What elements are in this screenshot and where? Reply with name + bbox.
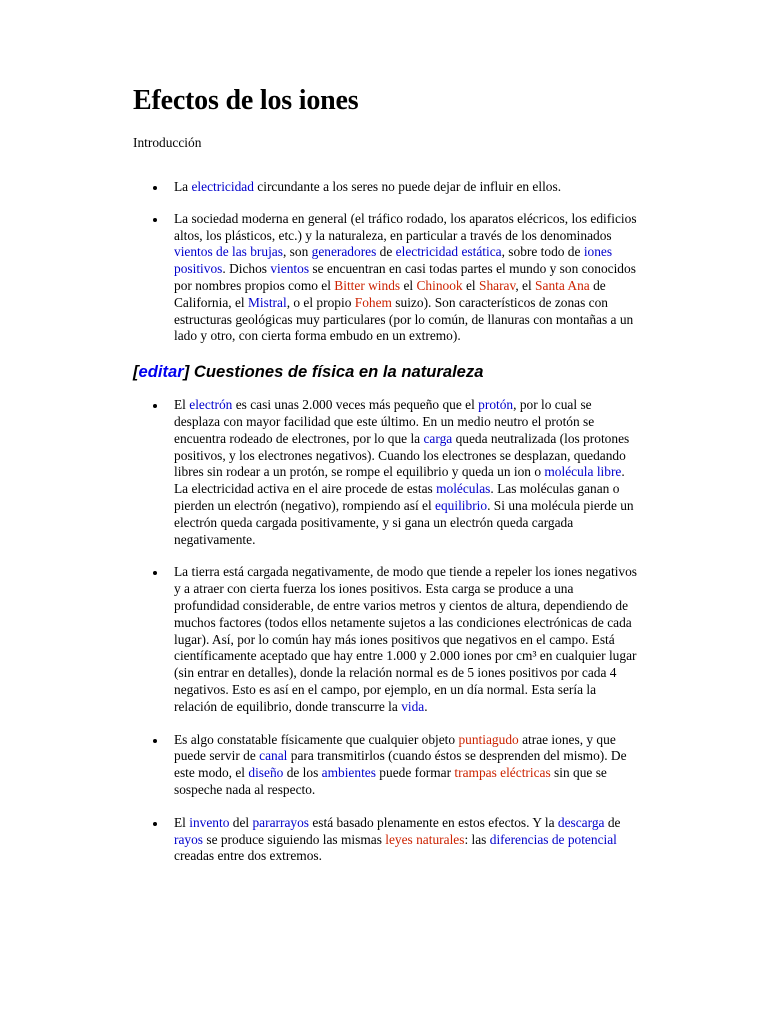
item-text: sin que se sospeche nada al respecto.	[174, 765, 607, 797]
inline-link[interactable]: rayos	[174, 831, 204, 847]
item-text: La tierra está cargada negativamente, de modo que tiende a repeler los iones negativos y a atraer con cierta fuerza los iones positivos. Esta carga se produce a una profundidad considerable, de entre varios metros y cientos de altura, dependiendo de muchos factores (todos ellos netamente sujetos a las condiciones electrónicas de cada lugar). Así, por lo común hay más iones positivos que negativos en el campo. Está científicamente aceptado que hay entre 1.000 y 2.000 iones por cm³ en cualquier lugar (sin entrar en detalles), donde la relación normal es de 5 iones positivos por cada 4 negativos. Esto es así en el campo, por ejemplo, en un día normal. Esta sería la relación de equilibrio, donde transcurre la	[174, 564, 638, 714]
bullet-icon	[153, 186, 157, 190]
item-text: suizo). Son característicos de zonas con estructuras geológicas muy particulares (por lo común, de llanuras con montañas a un lado y otro, con cierta forma embudo en un extremo).	[174, 294, 634, 344]
item-text: atrae iones, y que puede servir de	[174, 731, 616, 764]
inline-link[interactable]: vientos de las brujas	[174, 244, 283, 260]
inline-link[interactable]: ambientes	[321, 765, 376, 781]
item-text: se encuentran en casi todas partes el mundo y son conocidos por nombres propios como el	[174, 261, 636, 293]
item-text: es casi unas 2.000 veces más pequeño que el	[232, 397, 479, 413]
physics-list	[133, 397, 638, 865]
item-text: El	[174, 814, 190, 830]
item-text: . La electricidad activa en el aire procede de estas	[174, 464, 625, 497]
inline-link[interactable]: vida	[401, 698, 425, 714]
item-text: , o el propio	[286, 294, 355, 310]
item-text: se produce siguiendo las mismas	[203, 831, 386, 847]
item-text: del	[229, 814, 253, 830]
inline-link[interactable]: leyes naturales	[385, 831, 465, 847]
inline-link[interactable]: iones positivos	[174, 244, 613, 277]
item-text: de los	[283, 765, 322, 781]
list-item	[133, 397, 638, 548]
inline-link[interactable]: pararrayos	[252, 814, 309, 830]
item-text: circundante a los seres no puede dejar de influir en ellos.	[253, 179, 562, 194]
inline-link[interactable]: canal	[259, 748, 288, 764]
list-item	[133, 211, 638, 345]
inline-link[interactable]: puntiagudo	[458, 731, 519, 747]
edit-link[interactable]: editar	[138, 362, 184, 382]
edit-bracket-close: ]	[183, 362, 190, 382]
list-item	[133, 564, 638, 715]
item-text: La sociedad moderna en general (el tráfico rodado, los aparatos elécricos, los edificios altos, los plásticos, etc.) y la naturaleza, en particular a través de los denominados	[174, 210, 637, 243]
section-heading	[133, 362, 638, 382]
item-text: está basado plenamente en estos efectos. Y la	[309, 814, 558, 830]
inline-link[interactable]: equilibrio	[435, 497, 488, 513]
inline-link[interactable]: generadores	[311, 244, 377, 260]
inline-link[interactable]: moléculas	[436, 481, 491, 497]
item-text: , son	[282, 244, 312, 260]
inline-link[interactable]: electricidad estática	[395, 244, 502, 260]
item-text: de	[376, 244, 396, 260]
inline-link[interactable]: invento	[189, 814, 230, 830]
list-item	[133, 179, 638, 196]
inline-link[interactable]: Mistral	[248, 294, 287, 310]
page-title: Efectos de los iones	[133, 85, 359, 116]
intro-list	[133, 179, 638, 345]
item-text: , sobre todo de	[501, 244, 584, 260]
bullet-icon	[153, 404, 157, 408]
inline-link[interactable]: Fohem	[354, 294, 392, 310]
bullet-icon	[153, 822, 157, 826]
inline-link[interactable]: electricidad	[191, 179, 254, 194]
item-text: de	[604, 814, 621, 830]
bullet-icon	[153, 571, 157, 575]
bullet-icon	[153, 218, 157, 222]
item-text: .	[424, 698, 428, 714]
item-text: creadas entre dos extremos.	[174, 848, 322, 864]
item-text: , el	[515, 277, 536, 293]
list-item	[133, 732, 638, 799]
item-text: : las	[464, 831, 490, 847]
item-text: , por lo cual se desplaza con mayor facilidad que este último. En un medio neutro el protón se encuentra rodeado de electrones, por lo que la	[174, 397, 595, 446]
item-text: para transmitirlos (cuando éstos se desprenden del mismo). De este modo, el	[174, 748, 627, 781]
inline-link[interactable]: descarga	[557, 814, 605, 830]
item-text: queda neutralizada (los protones positivos, y los electrones negativos). Cuando los electrones se desplazan, quedando libres sin rodear a un protón, se rompe el equilibrio y queda un ion o	[174, 430, 630, 480]
item-text: puede formar	[375, 765, 455, 781]
inline-link[interactable]: Chinook	[416, 277, 463, 293]
inline-link[interactable]: Santa Ana	[535, 277, 590, 293]
item-text: el	[400, 277, 417, 293]
item-text: Es algo constatable físicamente que cualquier objeto	[174, 731, 459, 747]
inline-link[interactable]: Bitter winds	[334, 277, 401, 293]
bullet-icon	[153, 739, 157, 743]
inline-link[interactable]: electrón	[189, 397, 233, 413]
inline-link[interactable]: vientos	[270, 261, 310, 277]
item-text: de California, el	[174, 277, 606, 310]
inline-link[interactable]: molécula libre	[544, 464, 622, 480]
item-text: . Dichos	[222, 261, 271, 277]
item-text: La	[174, 179, 192, 194]
article	[133, 84, 638, 865]
inline-link[interactable]: trampas eléctricas	[454, 765, 551, 781]
item-text: . Si una molécula pierde un electrón queda cargada positivamente, y si gana un electrón queda cargada negativamente.	[174, 497, 634, 547]
inline-link[interactable]: carga	[423, 430, 453, 446]
section-heading-text: Cuestiones de física en la naturaleza	[189, 362, 484, 382]
item-text: El	[174, 397, 190, 413]
intro-text: Introducción	[133, 135, 202, 150]
inline-link[interactable]: diseño	[248, 765, 284, 781]
list-item	[133, 815, 638, 865]
edit-bracket-open: [	[133, 362, 139, 382]
inline-link[interactable]: diferencias de potencial	[489, 831, 617, 847]
item-text: . Las moléculas ganan o pierden un electrón (negativo), rompiendo así el	[174, 481, 620, 513]
item-text: el	[462, 277, 479, 293]
inline-link[interactable]: Sharav	[479, 277, 516, 293]
inline-link[interactable]: protón	[478, 397, 514, 413]
